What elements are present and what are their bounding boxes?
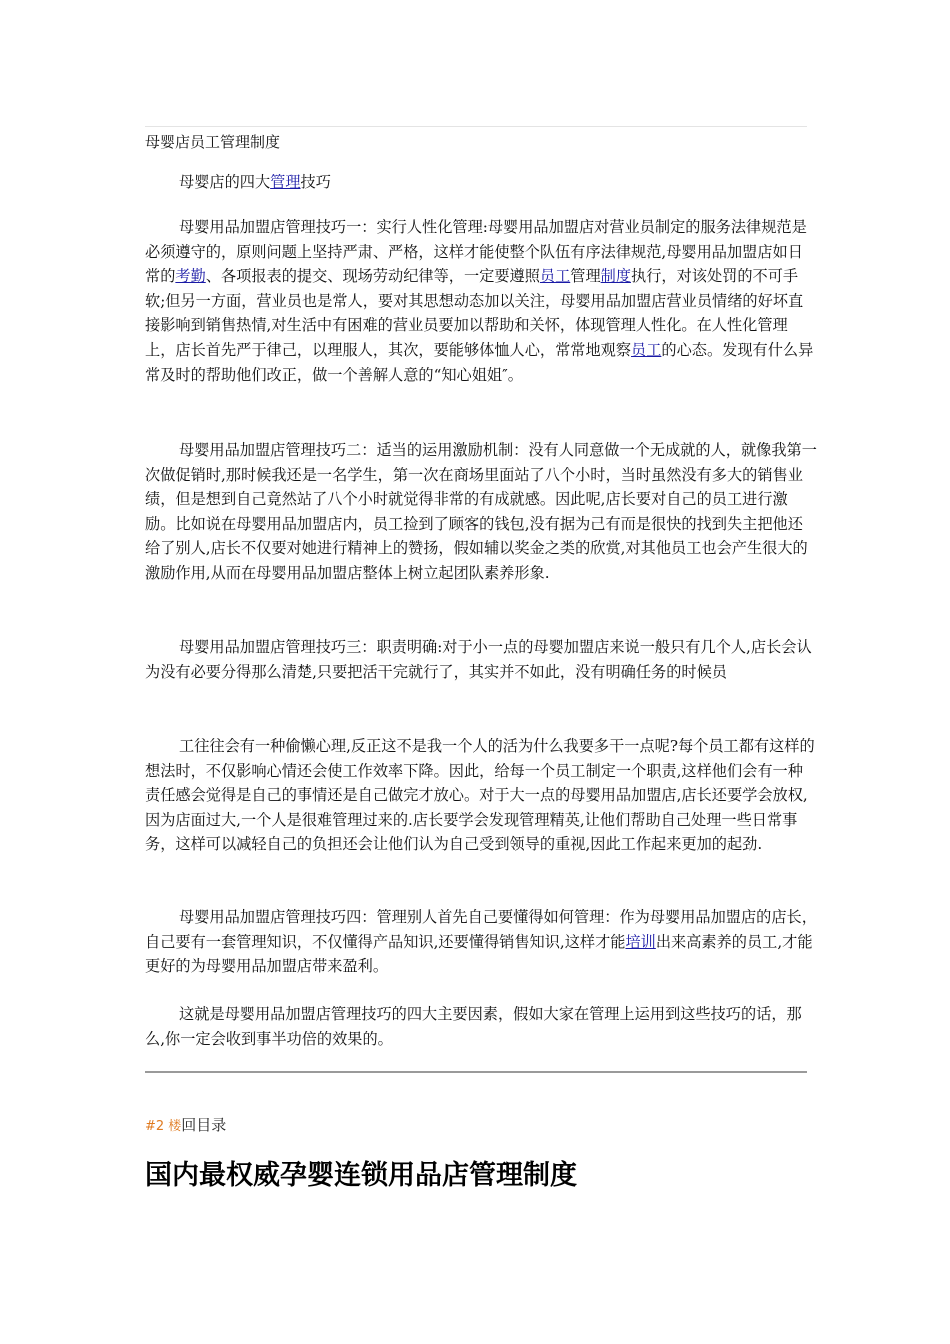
paragraph-tip-two: 母婴用品加盟店管理技巧二：适当的运用激励机制：没有人同意做一个无成就的人，就像我第一次做促销时,那时候我还是一名学生，第一次在商场里面站了八个小时，当时虽然没有多大的销售业绩，但是想到自己竟然站了八个小时就觉得非常的有成就感。因此呢,店长要对自己的员工进行激励。比如说在母婴用品加盟店内，员工捡到了顾客的钱包,没有据为己有而是很快的找到失主把他还给了别人,店长不仅要对她进行精神上的赞扬，假如辅以奖金之类的欣赏,对其他员工也会产生很大的激励作用,从而在母婴用品加盟店整体上树立起团队素养形象. [145, 441, 817, 582]
paragraph-tip-three: 母婴用品加盟店管理技巧三：职责明确:对于小一点的母婴加盟店来说一般只有几个人,店长会认为没有必要分得那么清楚,只要把活干完就行了，其实并不如此，没有明确任务的时候员 [145, 638, 812, 681]
paragraph-tip-one [145, 215, 817, 387]
p5-text-2: 出来高素养的员工,才能更好的为母婴用品加盟店带来盈利。 [145, 932, 813, 976]
document-title: 母婴店员工管理制度 [145, 133, 281, 151]
link-attendance[interactable]: 考勤 [175, 267, 206, 286]
floor-header [145, 1114, 226, 1138]
top-divider [145, 126, 807, 127]
p1-text-3: 管理 [570, 267, 601, 286]
paragraph-conclusion: 这就是母婴用品加盟店管理技巧的四大主要因素，假如大家在管理上运用到这些技巧的话，那么,你一定会收到事半功倍的效果的。 [145, 1005, 802, 1048]
p1-text-1: 母婴用品加盟店管理技巧一：实行人性化管理:母婴用品加盟店对营业员制定的服务法律规范是必须遵守的，原则问题上坚持严肃、严格，这样才能使整个队伍有序法律规范,母婴用品加盟店如日常的 [145, 218, 807, 286]
p1-text-2: 、各项报表的提交、现场劳动纪律等，一定要遵照 [205, 267, 540, 286]
subtitle-text-before: 母婴店的四大 [179, 173, 271, 191]
floor-number[interactable]: #2 楼 [145, 1119, 182, 1134]
link-employee-2[interactable]: 员工 [631, 340, 662, 359]
paragraph-tip-four [145, 905, 817, 979]
p1-text-4: 执行，对该处罚的不可手软;但另一方面，营业员也是常人，要对其思想动态加以关注，母婴用品加盟店营业员情绪的好坏直接影响到销售热情,对生活中有困难的营业员要加以帮助和关怀，体现管理人性化。在人性化管理上，店长首先严于律己，以理服人，其次，要能够体恤人心，常常地观察 [145, 267, 804, 359]
p5-text-1: 母婴用品加盟店管理技巧四：管理别人首先自己要懂得如何管理：作为母婴用品加盟店的店长，自己要有一套管理知识，不仅懂得产品知识,还要懂得销售知识,这样才能 [145, 908, 817, 951]
link-training[interactable]: 培训 [625, 932, 656, 951]
section-divider [145, 1071, 807, 1073]
paragraph-tip-three-continued: 工往往会有一种偷懒心理,反正这不是我一个人的活为什么我要多干一点呢?每个员工都有这样的想法时，不仅影响心情还会使工作效率下降。因此，给每一个员工制定一个职责,这样他们会有一种责任感会觉得是自己的事情还是自己做完才放心。对于大一点的母婴用品加盟店,店长还要学会放权,因为店面过大,一个人是很难管理过来的.店长要学会发现管理精英,让他们帮助自己处理一些日常事务，这样可以减轻自己的负担还会让他们认为自己受到领导的重视,因此工作起来更加的起劲. [145, 737, 815, 854]
p1-text-5: 的心态。发现有什么异常及时的帮助他们改正，做一个善解人意的“知心姐姐″。 [145, 340, 814, 384]
back-to-contents-link[interactable]: 回目录 [181, 1116, 227, 1134]
link-employee[interactable]: 员工 [539, 267, 571, 286]
subtitle-link-management[interactable]: 管理 [270, 173, 301, 191]
section-heading: 国内最权威孕婴连锁用品店管理制度 [145, 1160, 577, 1191]
link-system[interactable]: 制度 [600, 267, 631, 286]
subtitle-text-after: 技巧 [300, 173, 331, 191]
article-subtitle [145, 170, 817, 195]
